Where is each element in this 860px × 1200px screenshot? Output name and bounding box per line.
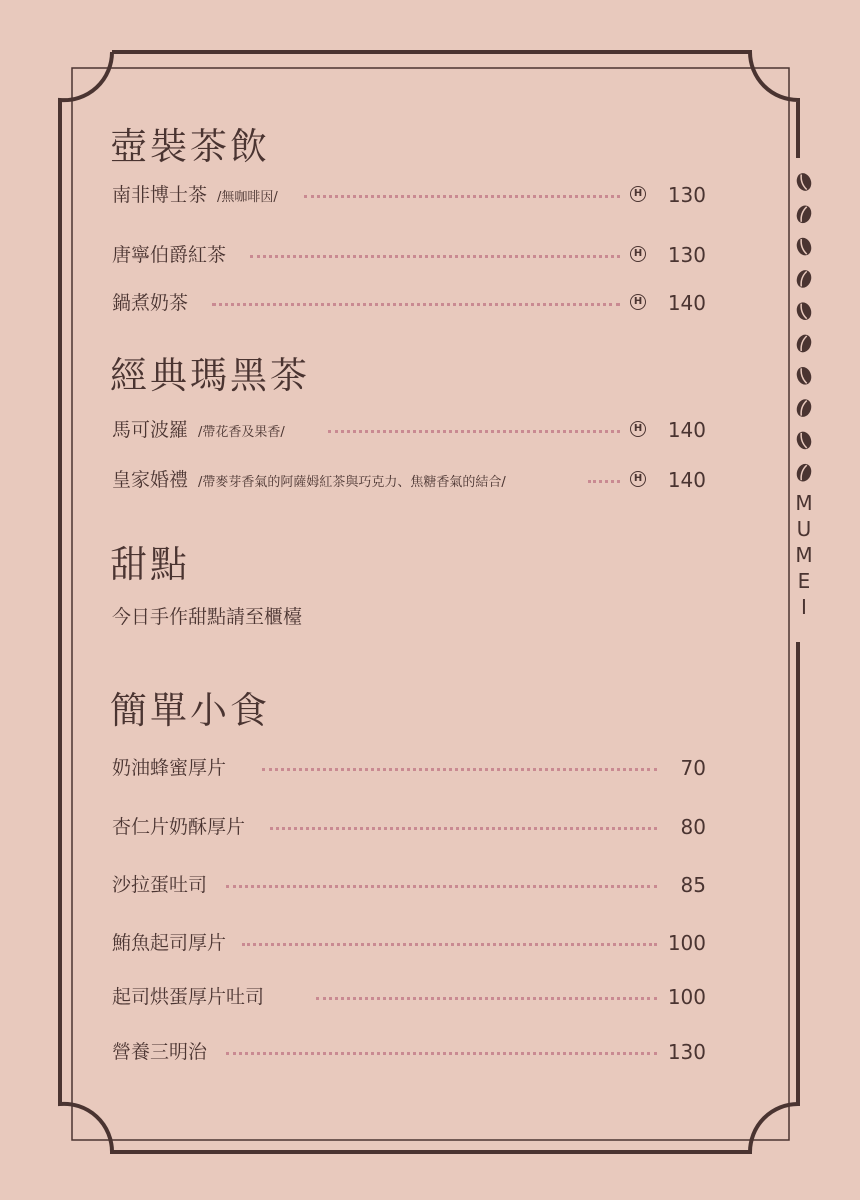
item-name-text: 起司烘蛋厚片吐司 — [112, 986, 265, 1008]
hot-icon: H — [630, 186, 646, 202]
menu-item-name — [112, 753, 226, 783]
coffee-bean-icon — [794, 462, 813, 484]
item-name-text: 沙拉蛋吐司 — [112, 874, 208, 896]
coffee-bean-icon — [794, 430, 813, 452]
menu-item-name — [112, 180, 278, 213]
section-title-dessert: 甜點 — [110, 543, 190, 586]
menu-item-price: 140 — [667, 291, 706, 315]
hot-icon: H — [630, 246, 646, 262]
menu-item-price: 100 — [667, 985, 706, 1009]
menu-item-price: 140 — [667, 468, 706, 492]
coffee-bean-icon — [794, 397, 813, 419]
leader-dots — [304, 195, 620, 198]
item-name-text: 鍋煮奶茶 — [112, 292, 189, 314]
menu-item-price: 70 — [680, 756, 706, 780]
menu-item — [112, 465, 712, 495]
coffee-bean-icon — [794, 365, 813, 387]
coffee-bean-icon — [794, 300, 813, 322]
menu-item — [112, 753, 712, 783]
leader-dots — [270, 827, 657, 830]
item-name-text: 皇家婚禮 — [112, 469, 189, 491]
item-name-text: 唐寧伯爵紅茶 — [112, 244, 227, 266]
brand-letter: M — [795, 543, 813, 567]
menu-item-name — [112, 415, 285, 448]
leader-dots — [242, 943, 657, 946]
menu-item — [112, 812, 712, 842]
section-title-tea-pot: 壺裝茶飲 — [110, 125, 270, 168]
leader-dots — [212, 303, 620, 306]
leader-dots — [316, 997, 657, 1000]
menu-item-price: 130 — [667, 1040, 706, 1064]
menu-item — [112, 240, 712, 270]
section-title-snacks: 簡單小食 — [110, 689, 270, 732]
item-name-text: 營養三明治 — [112, 1041, 208, 1063]
menu-item — [112, 1037, 712, 1067]
item-name-text: 杏仁片奶酥厚片 — [112, 816, 246, 838]
leader-dots — [262, 768, 657, 771]
menu-item — [112, 180, 712, 210]
menu-item-price: 100 — [667, 931, 706, 955]
menu-item-price: 130 — [667, 183, 706, 207]
menu-item-price: 140 — [667, 418, 706, 442]
coffee-bean-icon — [794, 268, 813, 290]
leader-dots — [328, 430, 620, 433]
item-name-text: 鮪魚起司厚片 — [112, 932, 227, 954]
menu-item-note: /帶麥芽香氣的阿薩姆紅茶與巧克力、焦糖香氣的結合/ — [198, 475, 506, 490]
menu-item-price: 130 — [667, 243, 706, 267]
brand-letter: E — [797, 569, 811, 593]
leader-dots — [226, 1052, 657, 1055]
menu-item-price: 80 — [680, 815, 706, 839]
menu-item — [112, 415, 712, 445]
item-name-text: 馬可波羅 — [112, 419, 189, 441]
menu-item-name — [112, 1037, 207, 1067]
leader-dots — [250, 255, 620, 258]
hot-icon: H — [630, 421, 646, 437]
menu-item-name — [112, 928, 226, 958]
coffee-bean-icon — [794, 171, 813, 193]
menu-item — [112, 928, 712, 958]
hot-icon: H — [630, 294, 646, 310]
menu-item-name — [112, 812, 245, 842]
brand-letter: U — [796, 517, 812, 541]
menu-item — [112, 982, 712, 1012]
brand-vertical-text — [792, 490, 816, 620]
menu-item — [112, 288, 712, 318]
menu-item-note: /無咖啡因/ — [217, 190, 278, 205]
coffee-bean-icon — [794, 203, 813, 225]
leader-dots — [588, 480, 620, 483]
menu-item-name — [112, 982, 264, 1012]
brand-letter: M — [795, 491, 813, 515]
leader-dots — [226, 885, 657, 888]
hot-icon: H — [630, 471, 646, 487]
item-name-text: 奶油蜂蜜厚片 — [112, 757, 227, 779]
coffee-bean-icon — [794, 333, 813, 355]
menu-item-note: /帶花香及果香/ — [198, 425, 285, 440]
brand-letter: I — [801, 595, 807, 619]
menu-item-name — [112, 240, 226, 270]
section-title-classic-tea: 經典瑪黑茶 — [110, 354, 310, 397]
menu-item-name — [112, 288, 188, 318]
menu-item — [112, 870, 712, 900]
menu-item-name — [112, 870, 207, 900]
coffee-bean-icon — [794, 236, 813, 258]
menu-item-price: 85 — [680, 873, 706, 897]
menu-item-name — [112, 465, 506, 498]
item-name-text: 南非博士茶 — [112, 184, 208, 206]
dessert-description: 今日手作甜點請至櫃檯 — [112, 606, 303, 628]
